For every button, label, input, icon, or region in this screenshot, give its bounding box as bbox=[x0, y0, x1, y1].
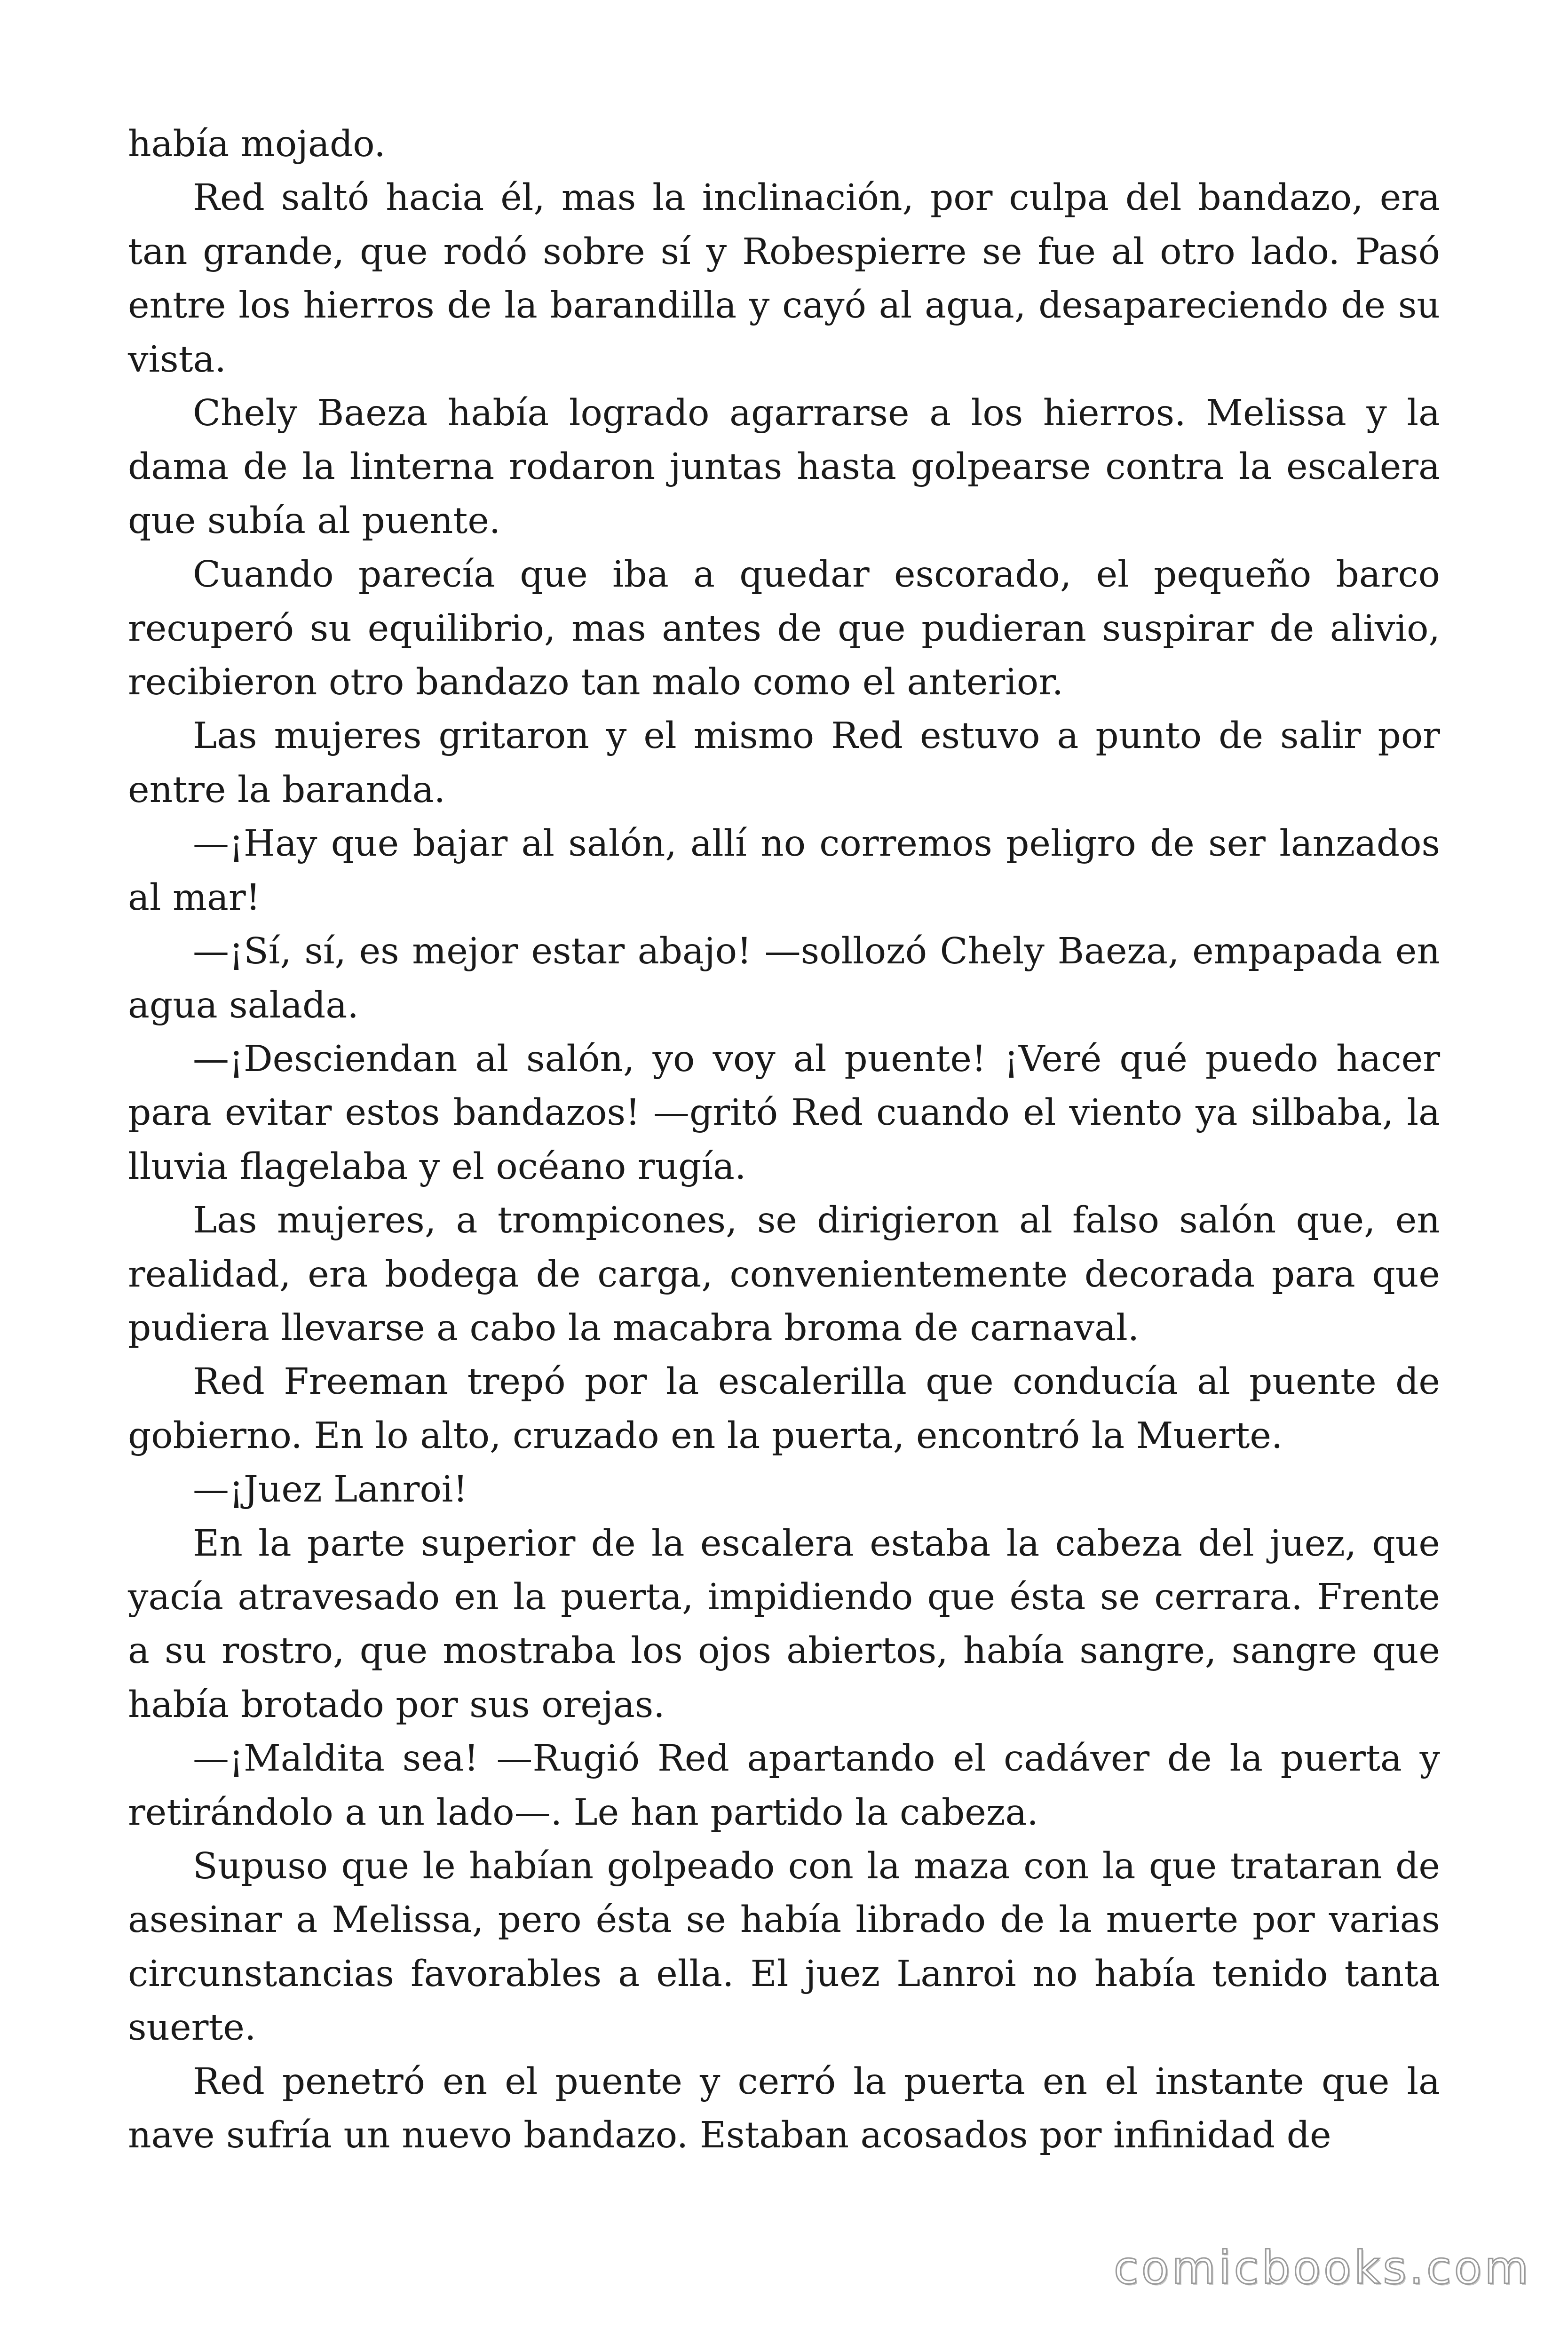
paragraph: Las mujeres gritaron y el mismo Red estuvo a punto de salir por entre la baranda. bbox=[128, 715, 1440, 811]
watermark: comicbooks.com bbox=[1113, 2241, 1531, 2294]
page-body bbox=[128, 118, 1440, 2162]
paragraph: Cuando parecía que iba a quedar escorado, el pequeño barco recuperó su equilibrio, mas antes de que pudieran suspirar de alivio, recibieron otro bandazo tan malo como el anterior. bbox=[128, 554, 1440, 704]
paragraph: había mojado. bbox=[128, 123, 386, 165]
paragraph: —¡Hay que bajar al salón, allí no corremos peligro de ser lanzados al mar! bbox=[128, 823, 1440, 919]
paragraph: Red penetró en el puente y cerró la puerta en el instante que la nave sufría un nuevo bandazo. Estaban acosados por infinidad de bbox=[128, 2060, 1440, 2157]
paragraph: —¡Desciendan al salón, yo voy al puente! ¡Veré qué puedo hacer para evitar estos bandazos! —gritó Red cuando el viento ya silbaba, la lluvia flagelaba y el océano rugía. bbox=[128, 1038, 1440, 1188]
paragraph: Las mujeres, a trompicones, se dirigieron al falso salón que, en realidad, era bodega de carga, convenientemente decorada para que pudiera llevarse a cabo la macabra broma de carnaval. bbox=[128, 1200, 1440, 1349]
paragraph: Chely Baeza había logrado agarrarse a los hierros. Melissa y la dama de la linterna rodaron juntas hasta golpearse contra la escalera que subía al puente. bbox=[128, 392, 1440, 542]
paragraph: Supuso que le habían golpeado con la maza con la que trataran de asesinar a Melissa, pero ésta se había librado de la muerte por varias circunstancias favorables a ella. El juez Lanroi no había tenido tanta suerte. bbox=[128, 1845, 1440, 2049]
paragraph: Red Freeman trepó por la escalerilla que conducía al puente de gobierno. En lo alto, cruzado en la puerta, encontró la Muerte. bbox=[128, 1361, 1440, 1457]
paragraph: —¡Sí, sí, es mejor estar abajo! —sollozó Chely Baeza, empapada en agua salada. bbox=[128, 930, 1440, 1026]
paragraph: —¡Maldita sea! —Rugió Red apartando el cadáver de la puerta y retirándolo a un lado—. Le han partido la cabeza. bbox=[128, 1738, 1440, 1834]
paragraph: En la parte superior de la escalera estaba la cabeza del juez, que yacía atravesado en la puerta, impidiendo que ésta se cerrara. Frente a su rostro, que mostraba los ojos abiertos, había sangre, sangre que había brotado por sus orejas. bbox=[128, 1522, 1440, 1726]
paragraph: Red saltó hacia él, mas la inclinación, por culpa del bandazo, era tan grande, que rodó sobre sí y Robespierre se fue al otro lado. Pasó entre los hierros de la barandilla y cayó al agua, desapareciendo de su vista. bbox=[128, 177, 1440, 381]
paragraph: —¡Juez Lanroi! bbox=[193, 1469, 468, 1511]
